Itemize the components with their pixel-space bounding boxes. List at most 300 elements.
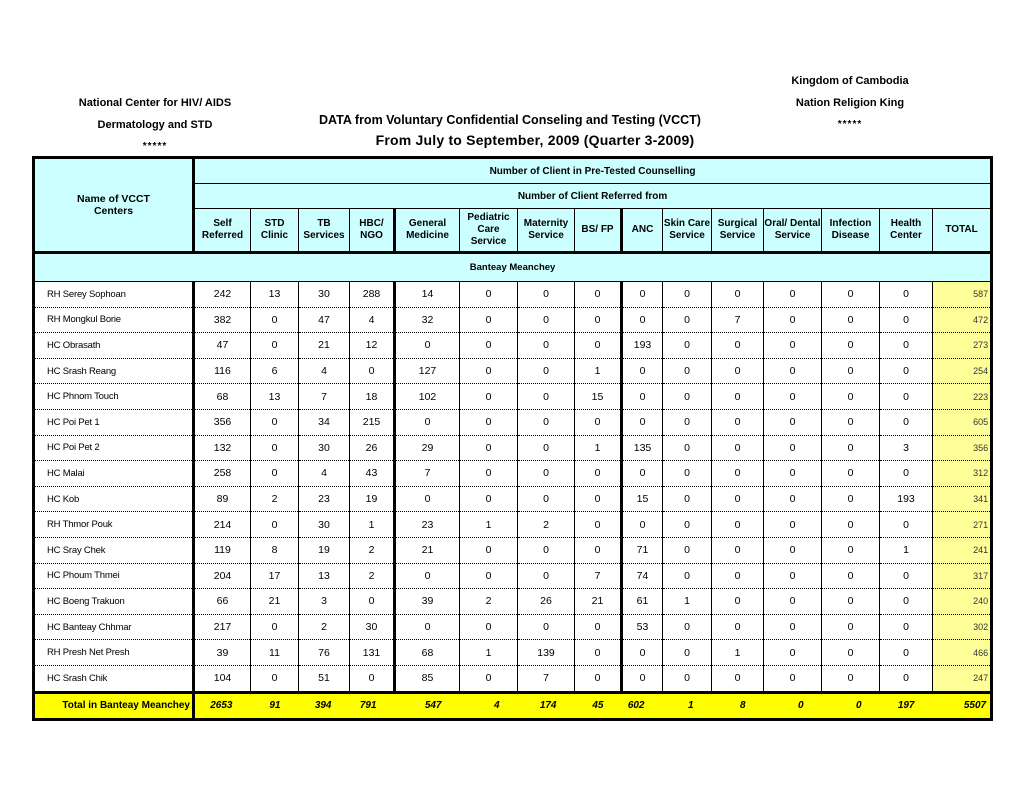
header-right bbox=[770, 70, 930, 136]
data-cell: 0 bbox=[251, 614, 299, 640]
data-cell: 30 bbox=[350, 614, 395, 640]
data-cell: 0 bbox=[880, 358, 933, 384]
data-cell: 0 bbox=[663, 307, 712, 333]
data-cell: 0 bbox=[395, 409, 460, 435]
header-center-name bbox=[34, 158, 194, 253]
data-cell: 0 bbox=[663, 461, 712, 487]
data-cell: 2 bbox=[460, 589, 518, 615]
data-cell: 0 bbox=[663, 486, 712, 512]
data-cell: 66 bbox=[194, 589, 251, 615]
data-cell: 0 bbox=[460, 409, 518, 435]
data-cell: 0 bbox=[663, 333, 712, 359]
data-cell: 258 bbox=[194, 461, 251, 487]
row-total-cell: 247 bbox=[933, 665, 992, 692]
data-cell: 0 bbox=[251, 665, 299, 692]
data-cell: 0 bbox=[575, 665, 622, 692]
data-cell: 0 bbox=[575, 640, 622, 666]
total-cell: 1 bbox=[663, 692, 712, 719]
data-cell: 0 bbox=[663, 358, 712, 384]
data-cell: 0 bbox=[764, 512, 822, 538]
data-cell: 0 bbox=[518, 537, 575, 563]
data-cell: 0 bbox=[663, 435, 712, 461]
data-cell: 0 bbox=[460, 537, 518, 563]
column-header-bs-fp: BS/ FP bbox=[575, 209, 622, 253]
data-cell: 2 bbox=[251, 486, 299, 512]
data-cell: 0 bbox=[880, 282, 933, 308]
data-cell: 0 bbox=[880, 665, 933, 692]
data-cell: 0 bbox=[575, 614, 622, 640]
table-row bbox=[34, 333, 992, 359]
data-cell: 0 bbox=[575, 333, 622, 359]
data-cell: 127 bbox=[395, 358, 460, 384]
header-referred-group-label: Number of Client Referred from bbox=[517, 190, 668, 202]
data-cell: 0 bbox=[880, 461, 933, 487]
data-cell: 4 bbox=[350, 307, 395, 333]
table-row bbox=[34, 384, 992, 410]
column-header-hbc-ngo: HBC/ NGO bbox=[350, 209, 395, 253]
data-cell: 0 bbox=[518, 435, 575, 461]
data-cell: 13 bbox=[251, 282, 299, 308]
center-name: HC Poi Pet 2 bbox=[34, 435, 194, 461]
country-name: Kingdom of Cambodia bbox=[791, 75, 909, 87]
stars-divider: ***** bbox=[142, 141, 168, 152]
center-name: RH Serey Sophoan bbox=[34, 282, 194, 308]
data-cell: 0 bbox=[880, 307, 933, 333]
table-row bbox=[34, 282, 992, 308]
data-cell: 7 bbox=[299, 384, 350, 410]
data-cell: 0 bbox=[251, 409, 299, 435]
data-cell: 2 bbox=[350, 563, 395, 589]
total-cell: 45 bbox=[575, 692, 622, 719]
data-cell: 214 bbox=[194, 512, 251, 538]
table-row bbox=[34, 614, 992, 640]
row-total-cell: 254 bbox=[933, 358, 992, 384]
data-cell: 51 bbox=[299, 665, 350, 692]
table-row bbox=[34, 589, 992, 615]
data-cell: 74 bbox=[622, 563, 663, 589]
data-cell: 4 bbox=[299, 358, 350, 384]
data-cell: 0 bbox=[460, 384, 518, 410]
data-cell: 1 bbox=[880, 537, 933, 563]
data-cell: 0 bbox=[822, 640, 880, 666]
row-total-cell: 466 bbox=[933, 640, 992, 666]
national-motto: Nation Religion King bbox=[795, 97, 905, 109]
data-cell: 102 bbox=[395, 384, 460, 410]
total-row-label: Total in Banteay Meanchey bbox=[34, 692, 194, 719]
data-cell: 119 bbox=[194, 537, 251, 563]
row-total-cell: 317 bbox=[933, 563, 992, 589]
row-total-cell: 605 bbox=[933, 409, 992, 435]
table-row bbox=[34, 358, 992, 384]
data-cell: 0 bbox=[880, 512, 933, 538]
table-row bbox=[34, 307, 992, 333]
data-cell: 0 bbox=[712, 537, 764, 563]
data-cell: 0 bbox=[622, 282, 663, 308]
header-left bbox=[40, 92, 270, 158]
grand-total-cell: 5507 bbox=[933, 692, 992, 719]
data-cell: 12 bbox=[350, 333, 395, 359]
row-total-cell: 241 bbox=[933, 537, 992, 563]
data-cell: 0 bbox=[764, 665, 822, 692]
data-cell: 0 bbox=[880, 589, 933, 615]
row-total-cell: 223 bbox=[933, 384, 992, 410]
data-cell: 132 bbox=[194, 435, 251, 461]
data-cell: 0 bbox=[622, 409, 663, 435]
data-cell: 0 bbox=[712, 486, 764, 512]
data-cell: 7 bbox=[575, 563, 622, 589]
center-name: HC Kob bbox=[34, 486, 194, 512]
center-name: HC Phnom Touch bbox=[34, 384, 194, 410]
data-cell: 30 bbox=[299, 435, 350, 461]
data-cell: 0 bbox=[622, 358, 663, 384]
column-header-surgical-service: Surgical Service bbox=[712, 209, 764, 253]
data-cell: 0 bbox=[518, 307, 575, 333]
data-cell: 0 bbox=[460, 307, 518, 333]
data-cell: 0 bbox=[622, 640, 663, 666]
data-cell: 0 bbox=[880, 640, 933, 666]
data-cell: 76 bbox=[299, 640, 350, 666]
data-cell: 21 bbox=[575, 589, 622, 615]
center-name: HC Poi Pet 1 bbox=[34, 409, 194, 435]
data-cell: 19 bbox=[350, 486, 395, 512]
column-header-self-referred: Self Referred bbox=[194, 209, 251, 253]
column-header-anc: ANC bbox=[622, 209, 663, 253]
data-cell: 19 bbox=[299, 537, 350, 563]
data-cell: 0 bbox=[822, 358, 880, 384]
data-cell: 17 bbox=[251, 563, 299, 589]
data-cell: 116 bbox=[194, 358, 251, 384]
data-cell: 0 bbox=[622, 461, 663, 487]
center-name: RH Thmor Pouk bbox=[34, 512, 194, 538]
data-cell: 43 bbox=[350, 461, 395, 487]
total-cell: 0 bbox=[822, 692, 880, 719]
data-cell: 0 bbox=[764, 486, 822, 512]
data-cell: 13 bbox=[299, 563, 350, 589]
data-cell: 0 bbox=[822, 614, 880, 640]
data-cell: 6 bbox=[251, 358, 299, 384]
data-cell: 0 bbox=[764, 537, 822, 563]
data-cell: 18 bbox=[350, 384, 395, 410]
table-row bbox=[34, 537, 992, 563]
column-header-skin-care-service: Skin Care Service bbox=[663, 209, 712, 253]
data-cell: 53 bbox=[622, 614, 663, 640]
data-cell: 4 bbox=[299, 461, 350, 487]
document-title: DATA from Voluntary Confidential Conseling and Testing (VCCT) bbox=[319, 113, 701, 127]
data-cell: 21 bbox=[299, 333, 350, 359]
data-cell: 0 bbox=[822, 333, 880, 359]
data-cell: 32 bbox=[395, 307, 460, 333]
data-cell: 0 bbox=[822, 563, 880, 589]
stars-divider: ***** bbox=[837, 119, 863, 130]
data-cell: 0 bbox=[251, 512, 299, 538]
header-pretest-group-label: Number of Client in Pre-Tested Counselling bbox=[489, 165, 696, 177]
table-row bbox=[34, 486, 992, 512]
data-cell: 29 bbox=[395, 435, 460, 461]
data-cell: 0 bbox=[880, 614, 933, 640]
data-cell: 0 bbox=[622, 384, 663, 410]
total-cell: 602 bbox=[622, 692, 663, 719]
data-cell: 0 bbox=[712, 512, 764, 538]
center-name: RH Presh Net Presh bbox=[34, 640, 194, 666]
data-cell: 14 bbox=[395, 282, 460, 308]
data-cell: 0 bbox=[712, 333, 764, 359]
data-cell: 0 bbox=[764, 307, 822, 333]
data-cell: 68 bbox=[194, 384, 251, 410]
data-cell: 0 bbox=[822, 409, 880, 435]
data-cell: 89 bbox=[194, 486, 251, 512]
data-cell: 0 bbox=[822, 282, 880, 308]
data-cell: 39 bbox=[395, 589, 460, 615]
center-name: HC Phoum Thmei bbox=[34, 563, 194, 589]
data-cell: 0 bbox=[575, 282, 622, 308]
data-cell: 0 bbox=[663, 640, 712, 666]
data-cell: 0 bbox=[764, 563, 822, 589]
column-header-general-medicine: General Medicine bbox=[395, 209, 460, 253]
row-total-cell: 312 bbox=[933, 461, 992, 487]
data-cell: 0 bbox=[460, 563, 518, 589]
data-cell: 0 bbox=[518, 333, 575, 359]
data-cell: 131 bbox=[350, 640, 395, 666]
data-cell: 0 bbox=[575, 486, 622, 512]
data-cell: 0 bbox=[460, 333, 518, 359]
data-cell: 0 bbox=[822, 307, 880, 333]
table-row bbox=[34, 665, 992, 692]
center-name: HC Malai bbox=[34, 461, 194, 487]
data-cell: 7 bbox=[712, 307, 764, 333]
data-cell: 0 bbox=[712, 563, 764, 589]
data-cell: 0 bbox=[460, 665, 518, 692]
data-cell: 0 bbox=[575, 409, 622, 435]
table-row bbox=[34, 409, 992, 435]
data-cell: 0 bbox=[822, 435, 880, 461]
data-cell: 288 bbox=[350, 282, 395, 308]
data-cell: 3 bbox=[880, 435, 933, 461]
column-header-pediatric-care-service: Pediatric Care Service bbox=[460, 209, 518, 253]
center-name: HC Boeng Trakuon bbox=[34, 589, 194, 615]
table-row bbox=[34, 640, 992, 666]
data-cell: 193 bbox=[622, 333, 663, 359]
data-cell: 68 bbox=[395, 640, 460, 666]
data-cell: 0 bbox=[251, 333, 299, 359]
data-cell: 0 bbox=[764, 409, 822, 435]
data-cell: 0 bbox=[712, 358, 764, 384]
total-cell: 394 bbox=[299, 692, 350, 719]
data-cell: 0 bbox=[663, 384, 712, 410]
data-cell: 0 bbox=[663, 409, 712, 435]
data-cell: 104 bbox=[194, 665, 251, 692]
data-cell: 34 bbox=[299, 409, 350, 435]
data-cell: 215 bbox=[350, 409, 395, 435]
data-cell: 2 bbox=[350, 537, 395, 563]
data-cell: 0 bbox=[518, 486, 575, 512]
data-cell: 2 bbox=[518, 512, 575, 538]
center-name: HC Banteay Chhmar bbox=[34, 614, 194, 640]
data-cell: 30 bbox=[299, 512, 350, 538]
column-header-health-center: Health Center bbox=[880, 209, 933, 253]
data-cell: 30 bbox=[299, 282, 350, 308]
data-cell: 0 bbox=[622, 512, 663, 538]
data-cell: 0 bbox=[518, 563, 575, 589]
data-cell: 21 bbox=[395, 537, 460, 563]
data-cell: 23 bbox=[299, 486, 350, 512]
data-cell: 0 bbox=[518, 282, 575, 308]
data-cell: 39 bbox=[194, 640, 251, 666]
data-cell: 0 bbox=[764, 384, 822, 410]
data-cell: 0 bbox=[350, 665, 395, 692]
data-cell: 0 bbox=[460, 614, 518, 640]
column-header-maternity-service: Maternity Service bbox=[518, 209, 575, 253]
data-cell: 2 bbox=[299, 614, 350, 640]
data-cell: 1 bbox=[350, 512, 395, 538]
data-cell: 0 bbox=[663, 512, 712, 538]
data-cell: 0 bbox=[712, 665, 764, 692]
vcct-data-table bbox=[32, 156, 993, 721]
data-cell: 0 bbox=[822, 486, 880, 512]
data-cell: 0 bbox=[251, 461, 299, 487]
data-cell: 0 bbox=[663, 665, 712, 692]
data-cell: 61 bbox=[622, 589, 663, 615]
data-cell: 0 bbox=[518, 358, 575, 384]
data-cell: 47 bbox=[299, 307, 350, 333]
row-total-cell: 356 bbox=[933, 435, 992, 461]
data-cell: 0 bbox=[880, 333, 933, 359]
data-cell: 0 bbox=[350, 589, 395, 615]
data-cell: 135 bbox=[622, 435, 663, 461]
data-cell: 23 bbox=[395, 512, 460, 538]
data-cell: 0 bbox=[712, 589, 764, 615]
region-label: Banteay Meanchey bbox=[34, 253, 992, 282]
data-cell: 0 bbox=[822, 461, 880, 487]
data-cell: 0 bbox=[880, 409, 933, 435]
data-cell: 0 bbox=[575, 537, 622, 563]
total-cell: 91 bbox=[251, 692, 299, 719]
column-header-total: TOTAL bbox=[933, 209, 992, 253]
data-cell: 1 bbox=[575, 358, 622, 384]
row-total-cell: 341 bbox=[933, 486, 992, 512]
data-cell: 0 bbox=[663, 563, 712, 589]
data-cell: 0 bbox=[764, 614, 822, 640]
data-cell: 0 bbox=[822, 384, 880, 410]
data-cell: 7 bbox=[518, 665, 575, 692]
center-name: HC Srash Reang bbox=[34, 358, 194, 384]
data-cell: 0 bbox=[712, 461, 764, 487]
data-cell: 0 bbox=[880, 563, 933, 589]
org-department: Dermatology and STD bbox=[97, 119, 213, 131]
data-cell: 204 bbox=[194, 563, 251, 589]
data-cell: 0 bbox=[822, 589, 880, 615]
row-total-cell: 273 bbox=[933, 333, 992, 359]
data-cell: 0 bbox=[822, 537, 880, 563]
data-cell: 0 bbox=[712, 435, 764, 461]
data-cell: 0 bbox=[764, 333, 822, 359]
data-cell: 0 bbox=[822, 665, 880, 692]
table-row bbox=[34, 563, 992, 589]
data-cell: 47 bbox=[194, 333, 251, 359]
row-total-cell: 587 bbox=[933, 282, 992, 308]
data-cell: 217 bbox=[194, 614, 251, 640]
data-cell: 0 bbox=[622, 307, 663, 333]
data-cell: 0 bbox=[712, 282, 764, 308]
data-cell: 0 bbox=[663, 282, 712, 308]
table-row bbox=[34, 461, 992, 487]
center-name: HC Srash Chik bbox=[34, 665, 194, 692]
center-name: HC Sray Chek bbox=[34, 537, 194, 563]
data-cell: 11 bbox=[251, 640, 299, 666]
org-name: National Center for HIV/ AIDS bbox=[78, 97, 232, 109]
data-cell: 242 bbox=[194, 282, 251, 308]
row-total-cell: 472 bbox=[933, 307, 992, 333]
table-row bbox=[34, 435, 992, 461]
column-header-std-clinic: STD Clinic bbox=[251, 209, 299, 253]
data-cell: 1 bbox=[663, 589, 712, 615]
data-cell: 0 bbox=[518, 384, 575, 410]
total-cell: 2653 bbox=[194, 692, 251, 719]
data-cell: 3 bbox=[299, 589, 350, 615]
data-cell: 8 bbox=[251, 537, 299, 563]
data-cell: 0 bbox=[663, 614, 712, 640]
column-header-oral-dental-service: Oral/ Dental Service bbox=[764, 209, 822, 253]
header-center-name-label: Name of VCCT Centers bbox=[77, 193, 150, 217]
data-cell: 0 bbox=[622, 665, 663, 692]
data-cell: 0 bbox=[518, 614, 575, 640]
data-cell: 0 bbox=[712, 384, 764, 410]
data-cell: 0 bbox=[764, 640, 822, 666]
data-cell: 0 bbox=[764, 358, 822, 384]
data-cell: 0 bbox=[395, 563, 460, 589]
data-cell: 1 bbox=[575, 435, 622, 461]
data-cell: 13 bbox=[251, 384, 299, 410]
center-name: RH Mongkul Borie bbox=[34, 307, 194, 333]
document-period: From July to September, 2009 (Quarter 3-2009) bbox=[375, 132, 695, 148]
data-cell: 0 bbox=[395, 614, 460, 640]
data-cell: 15 bbox=[575, 384, 622, 410]
column-header-infection-disease: Infection Disease bbox=[822, 209, 880, 253]
data-cell: 193 bbox=[880, 486, 933, 512]
header-referred-group bbox=[194, 184, 992, 209]
data-cell: 0 bbox=[712, 614, 764, 640]
data-cell: 0 bbox=[575, 461, 622, 487]
data-cell: 0 bbox=[764, 282, 822, 308]
data-cell: 139 bbox=[518, 640, 575, 666]
data-cell: 0 bbox=[460, 461, 518, 487]
data-cell: 0 bbox=[350, 358, 395, 384]
total-cell: 8 bbox=[712, 692, 764, 719]
data-cell: 356 bbox=[194, 409, 251, 435]
data-cell: 0 bbox=[251, 307, 299, 333]
data-cell: 0 bbox=[575, 307, 622, 333]
data-cell: 0 bbox=[822, 512, 880, 538]
data-cell: 0 bbox=[880, 384, 933, 410]
data-cell: 1 bbox=[712, 640, 764, 666]
data-cell: 0 bbox=[518, 409, 575, 435]
data-cell: 0 bbox=[518, 461, 575, 487]
data-cell: 0 bbox=[251, 435, 299, 461]
data-cell: 1 bbox=[460, 640, 518, 666]
row-total-cell: 271 bbox=[933, 512, 992, 538]
data-cell: 0 bbox=[460, 435, 518, 461]
data-cell: 0 bbox=[764, 461, 822, 487]
data-cell: 26 bbox=[350, 435, 395, 461]
total-cell: 197 bbox=[880, 692, 933, 719]
column-header-tb-services: TB Services bbox=[299, 209, 350, 253]
row-total-cell: 240 bbox=[933, 589, 992, 615]
data-cell: 85 bbox=[395, 665, 460, 692]
data-cell: 0 bbox=[712, 409, 764, 435]
row-total-cell: 302 bbox=[933, 614, 992, 640]
data-cell: 26 bbox=[518, 589, 575, 615]
data-cell: 0 bbox=[764, 435, 822, 461]
data-cell: 1 bbox=[460, 512, 518, 538]
